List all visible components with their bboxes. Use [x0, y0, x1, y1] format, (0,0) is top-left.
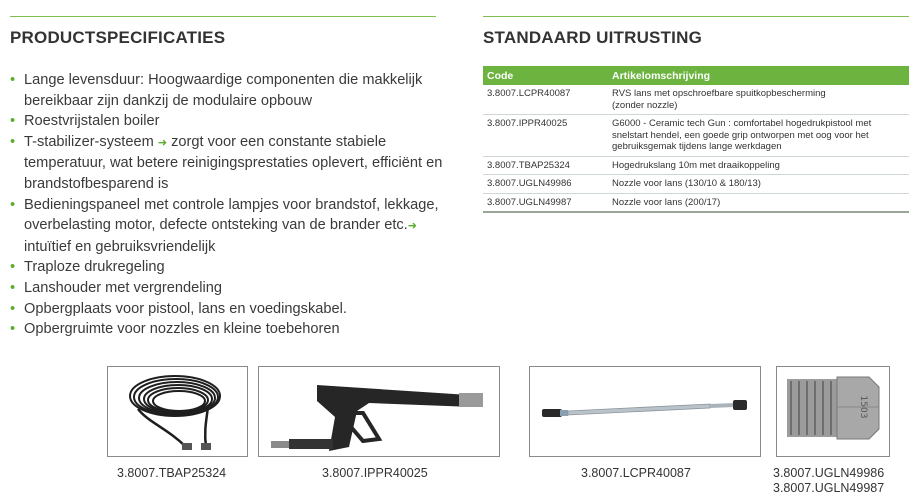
description-line: Nozzle voor lans (200/17) [612, 196, 721, 208]
nozzle-caption-line: 3.8007.UGLN49987 [773, 481, 885, 495]
list-item [10, 319, 450, 340]
list-item-text: Lanshouder met vergrendeling [24, 279, 222, 296]
gun-caption: 3.8007.IPPR40025 [322, 466, 428, 480]
column-header-description: Artikelomschrijving [608, 66, 909, 85]
table-row [483, 156, 909, 175]
list-item-text: zorgt voor een constante stabiele temperatuur, wat betere reinigingsprestaties oplevert, efficiënt en brandstofbesparend is [24, 133, 443, 192]
row-description [608, 175, 909, 194]
lance-image [529, 366, 761, 457]
list-item [10, 299, 450, 320]
arrow-right-icon: ➜ [407, 220, 417, 233]
row-code: 3.8007.IPPR40025 [483, 115, 608, 157]
specs-list [10, 70, 450, 340]
nozzle-engraving: 1503 [858, 395, 868, 419]
description-line: (zonder nozzle) [612, 99, 678, 111]
row-code: 3.8007.UGLN49987 [483, 193, 608, 212]
list-item-text: T-stabilizer-systeem [24, 133, 158, 150]
table-row [483, 85, 909, 115]
description-line: Nozzle voor lans (130/10 & 180/13) [612, 178, 761, 189]
table-row [483, 115, 909, 157]
row-description [608, 193, 909, 212]
list-item [10, 278, 450, 299]
lance-caption: 3.8007.LCPR40087 [581, 466, 691, 480]
hose-image [107, 366, 248, 457]
list-item [10, 111, 450, 132]
row-code: 3.8007.UGLN49986 [483, 175, 608, 194]
arrow-right-icon: ➜ [157, 136, 168, 149]
nozzle-image [776, 366, 890, 457]
equipment-table [483, 66, 909, 213]
nozzle-caption [773, 466, 884, 496]
nozzle-icon [777, 367, 889, 456]
list-item-text: Traploze drukregeling [24, 259, 165, 276]
list-item-text: Lange levensduur: Hoogwaardige componenten die makkelijk bereikbaar zijn dankzij de modulaire opbouw [24, 72, 423, 109]
list-item-text: intuïtief en gebruiksvriendelijk [24, 238, 216, 255]
nozzle-caption-line: 3.8007.UGLN49986 [773, 466, 885, 480]
table-row [483, 193, 909, 212]
list-item-text: Roestvrijstalen boiler [24, 113, 160, 130]
hose-caption: 3.8007.TBAP25324 [117, 466, 227, 480]
column-header-code: Code [483, 66, 608, 85]
description-line: G6000 - Ceramic tech Gun : comfortabel hogedrukpistool met [612, 118, 872, 129]
table-header-row [483, 66, 909, 85]
row-description [608, 156, 909, 175]
hose-coil-icon [108, 367, 247, 456]
row-code: 3.8007.TBAP25324 [483, 156, 608, 175]
spray-gun-icon [259, 367, 499, 456]
row-code: 3.8007.LCPR40087 [483, 85, 608, 115]
list-item-text: Bedieningspaneel met controle lampjes voor brandstof, lekkage, overbelasting motor, defecte ontsteking van de brander etc. [24, 196, 439, 234]
gun-image [258, 366, 500, 457]
equipment-heading: STANDAARD UITRUSTING [483, 28, 703, 47]
description-line: snelstart hendel, een goede grip ontworpen met oog voor het [612, 129, 869, 141]
table-row [483, 175, 909, 194]
row-description [608, 85, 909, 115]
list-item-text: Opbergruimte voor nozzles en kleine toebehoren [24, 321, 340, 338]
description-line: gebruiksgemak tijdens lange werkdagen [612, 141, 782, 152]
row-description [608, 115, 909, 157]
list-item [10, 132, 450, 195]
lance-icon [530, 367, 760, 456]
specs-heading: PRODUCTSPECIFICATIES [10, 28, 226, 47]
divider-right [483, 16, 909, 17]
divider-left [10, 16, 436, 17]
description-line: RVS lans met opschroefbare spuitkopbescherming [612, 88, 826, 99]
list-item [10, 257, 450, 278]
description-line: Hogedrukslang 10m met draaikoppeling [612, 159, 780, 171]
list-item [10, 70, 450, 111]
list-item-text: Opbergplaats voor pistool, lans en voedingskabel. [24, 300, 347, 317]
list-item [10, 195, 450, 258]
